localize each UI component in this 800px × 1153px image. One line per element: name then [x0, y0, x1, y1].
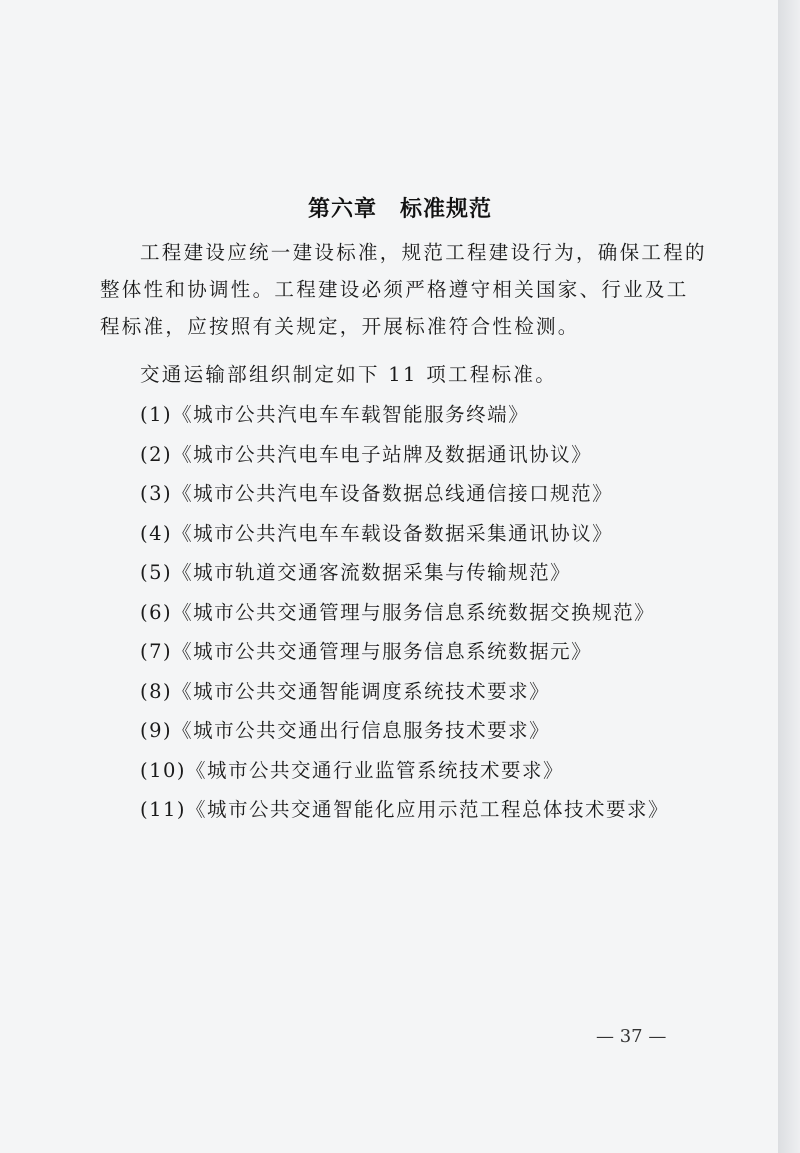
standards-list [140, 395, 669, 830]
standard-item: (7)《城市公共交通管理与服务信息系统数据元》 [140, 640, 593, 663]
standard-item: (3)《城市公共汽电车设备数据总线通信接口规范》 [140, 482, 614, 505]
page-number: — 37 — [596, 1026, 667, 1047]
intro-paragraph: 工程建设应统一建设标准，规范工程建设行为，确保工程的整体性和协调性。工程建设必须严格遵守相关国家、行业及工程标准，应按照有关规定，开展标准符合性检测。 [100, 241, 707, 338]
standard-item: (9)《城市公共交通出行信息服务技术要求》 [140, 719, 551, 742]
standard-item: (2)《城市公共汽电车电子站牌及数据通讯协议》 [140, 442, 593, 466]
standard-item: (11)《城市公共交通智能化应用示范工程总体技术要求》 [140, 798, 670, 821]
standards-intro-paragraph: 交通运输部组织制定如下 11 项工程标准。 [140, 363, 558, 386]
standard-item: (1)《城市公共汽电车车载智能服务终端》 [140, 403, 530, 426]
standard-item: (6)《城市公共交通管理与服务信息系统数据交换规范》 [140, 600, 656, 624]
standard-item: (10)《城市公共交通行业监管系统技术要求》 [140, 758, 565, 782]
standard-item: (4)《城市公共汽电车车载设备数据采集通讯协议》 [140, 521, 614, 545]
standard-item: (5)《城市轨道交通客流数据采集与传输规范》 [140, 561, 572, 584]
chapter-title: 第六章 标准规范 [307, 196, 492, 222]
standard-item: (8)《城市公共交通智能调度系统技术要求》 [140, 679, 551, 703]
page-edge-shadow [778, 0, 800, 1153]
